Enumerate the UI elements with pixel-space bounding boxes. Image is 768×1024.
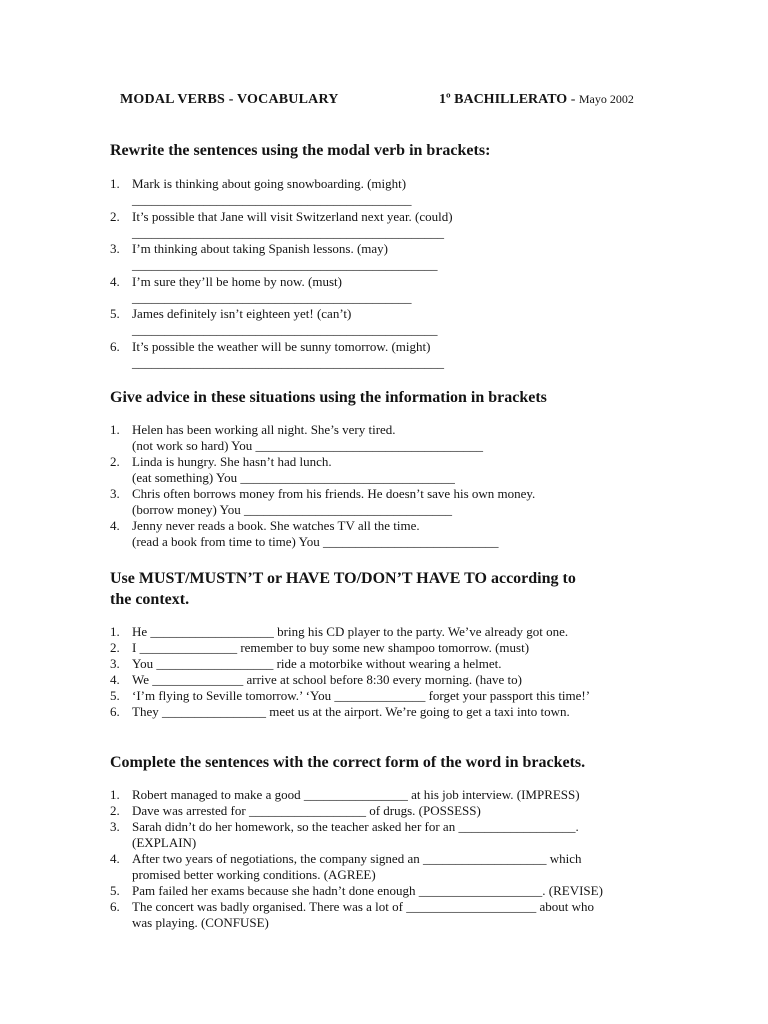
item-text[interactable]: You __________________ ride a motorbike without wearing a helmet. <box>132 656 502 671</box>
date: Mayo 2002 <box>578 92 634 106</box>
item-number: 3. <box>110 819 120 834</box>
item-text[interactable]: ‘I’m flying to Seville tomorrow.’ ‘You ______________ forget your passport this time!’ <box>132 688 591 703</box>
item-text[interactable]: Sarah didn’t do her homework, so the teacher asked her for an __________________. <box>132 819 579 834</box>
item-number: 4. <box>110 851 120 866</box>
item-number: 4. <box>110 672 120 687</box>
section3-title-line2: the context. <box>110 591 190 608</box>
item-text[interactable]: The concert was badly organised. There was a lot of ____________________ about who <box>132 899 595 914</box>
list-item <box>110 624 590 640</box>
list-item <box>110 274 453 307</box>
worksheet-header <box>120 92 660 112</box>
answer-line[interactable]: _______________________________________________ <box>132 322 438 337</box>
item-text-continued: promised better working conditions. (AGREE) <box>132 867 376 882</box>
item-number: 5. <box>110 883 120 898</box>
list-item <box>110 851 603 883</box>
list-item <box>110 209 453 242</box>
item-number: 2. <box>110 640 120 655</box>
item-number: 6. <box>110 899 120 914</box>
item-text-continued: (EXPLAIN) <box>132 835 197 850</box>
list-item <box>110 819 603 851</box>
item-text[interactable]: Pam failed her exams because she hadn’t done enough ___________________. (REVISE) <box>132 883 603 898</box>
list-item <box>110 486 535 518</box>
item-number: 2. <box>110 208 120 224</box>
section3-title-line1: Use MUST/MUSTN’T or HAVE TO/DON’T HAVE TO according to <box>110 570 576 587</box>
item-text[interactable]: They ________________ meet us at the airport. We’re going to get a taxi into town. <box>132 704 570 719</box>
section1-list <box>110 176 453 371</box>
item-number: 1. <box>110 624 120 639</box>
item-number: 6. <box>110 704 120 719</box>
item-number: 6. <box>110 338 120 354</box>
item-text[interactable]: Dave was arrested for __________________ of drugs. (POSSESS) <box>132 803 481 818</box>
item-number: 4. <box>110 518 120 533</box>
list-item <box>110 640 590 656</box>
item-text[interactable]: He ___________________ bring his CD player to the party. We’ve already got one. <box>132 624 569 639</box>
item-prompt[interactable]: (eat something) You _________________________________ <box>132 470 455 485</box>
list-item <box>110 339 453 372</box>
item-text-continued: was playing. (CONFUSE) <box>132 915 269 930</box>
list-item <box>110 787 603 803</box>
list-item <box>110 241 453 274</box>
answer-line[interactable]: _______________________________________________ <box>132 257 438 272</box>
item-number: 3. <box>110 656 120 671</box>
item-number: 4. <box>110 273 120 289</box>
worksheet-title: MODAL VERBS - VOCABULARY <box>120 92 339 107</box>
item-number: 2. <box>110 803 120 818</box>
item-number: 1. <box>110 422 120 437</box>
answer-line[interactable]: ___________________________________________ <box>132 192 412 207</box>
item-number: 1. <box>110 787 120 802</box>
item-text: I’m sure they’ll be home by now. (must) <box>132 273 342 289</box>
list-item <box>110 422 535 454</box>
item-text[interactable]: I _______________ remember to buy some new shampoo tomorrow. (must) <box>132 640 530 655</box>
item-text[interactable]: We ______________ arrive at school before 8:30 every morning. (have to) <box>132 672 522 687</box>
list-item <box>110 176 453 209</box>
item-prompt[interactable]: (read a book from time to time) You ___________________________ <box>132 534 499 549</box>
answer-line[interactable]: ________________________________________________ <box>132 354 444 370</box>
section2-title: Give advice in these situations using the information in brackets <box>110 389 547 406</box>
item-text: It’s possible that Jane will visit Switzerland next year. (could) <box>132 208 453 224</box>
item-text: James definitely isn’t eighteen yet! (can’t) <box>132 306 352 321</box>
list-item <box>110 803 603 819</box>
section3-title <box>110 568 576 610</box>
list-item <box>110 454 535 486</box>
item-number: 3. <box>110 486 120 501</box>
item-text: I’m thinking about taking Spanish lessons. (may) <box>132 241 389 256</box>
section4-title: Complete the sentences with the correct form of the word in brackets. <box>110 754 586 771</box>
list-item <box>110 656 590 672</box>
list-item <box>110 306 453 339</box>
item-number: 3. <box>110 241 120 256</box>
section3-list <box>110 624 590 720</box>
item-situation: Linda is hungry. She hasn’t had lunch. <box>132 454 332 469</box>
section2-list <box>110 422 535 550</box>
item-prompt[interactable]: (borrow money) You ________________________________ <box>132 502 452 517</box>
list-item <box>110 688 590 704</box>
header-dash: - <box>567 92 579 107</box>
item-prompt[interactable]: (not work so hard) You ___________________________________ <box>132 438 483 453</box>
item-text[interactable]: After two years of negotiations, the company signed an ___________________ which <box>132 851 582 866</box>
item-situation: Helen has been working all night. She’s very tired. <box>132 422 396 437</box>
course-level: 1º BACHILLERATO <box>439 92 568 107</box>
answer-line[interactable]: ________________________________________________ <box>132 224 444 240</box>
item-text: It’s possible the weather will be sunny tomorrow. (might) <box>132 338 431 354</box>
item-number: 1. <box>110 176 120 191</box>
item-situation: Jenny never reads a book. She watches TV all the time. <box>132 518 420 533</box>
item-situation: Chris often borrows money from his friends. He doesn’t save his own money. <box>132 486 536 501</box>
section4-list <box>110 787 603 931</box>
list-item <box>110 899 603 931</box>
item-number: 5. <box>110 306 120 321</box>
item-number: 5. <box>110 688 120 703</box>
course-and-date <box>439 92 634 108</box>
item-text: Mark is thinking about going snowboarding. (might) <box>132 176 407 191</box>
list-item <box>110 672 590 688</box>
list-item <box>110 883 603 899</box>
list-item <box>110 518 535 550</box>
item-text[interactable]: Robert managed to make a good ________________ at his job interview. (IMPRESS) <box>132 787 580 802</box>
answer-line[interactable]: ___________________________________________ <box>132 289 412 305</box>
item-number: 2. <box>110 454 120 469</box>
section1-title: Rewrite the sentences using the modal verb in brackets: <box>110 142 491 159</box>
list-item <box>110 704 590 720</box>
